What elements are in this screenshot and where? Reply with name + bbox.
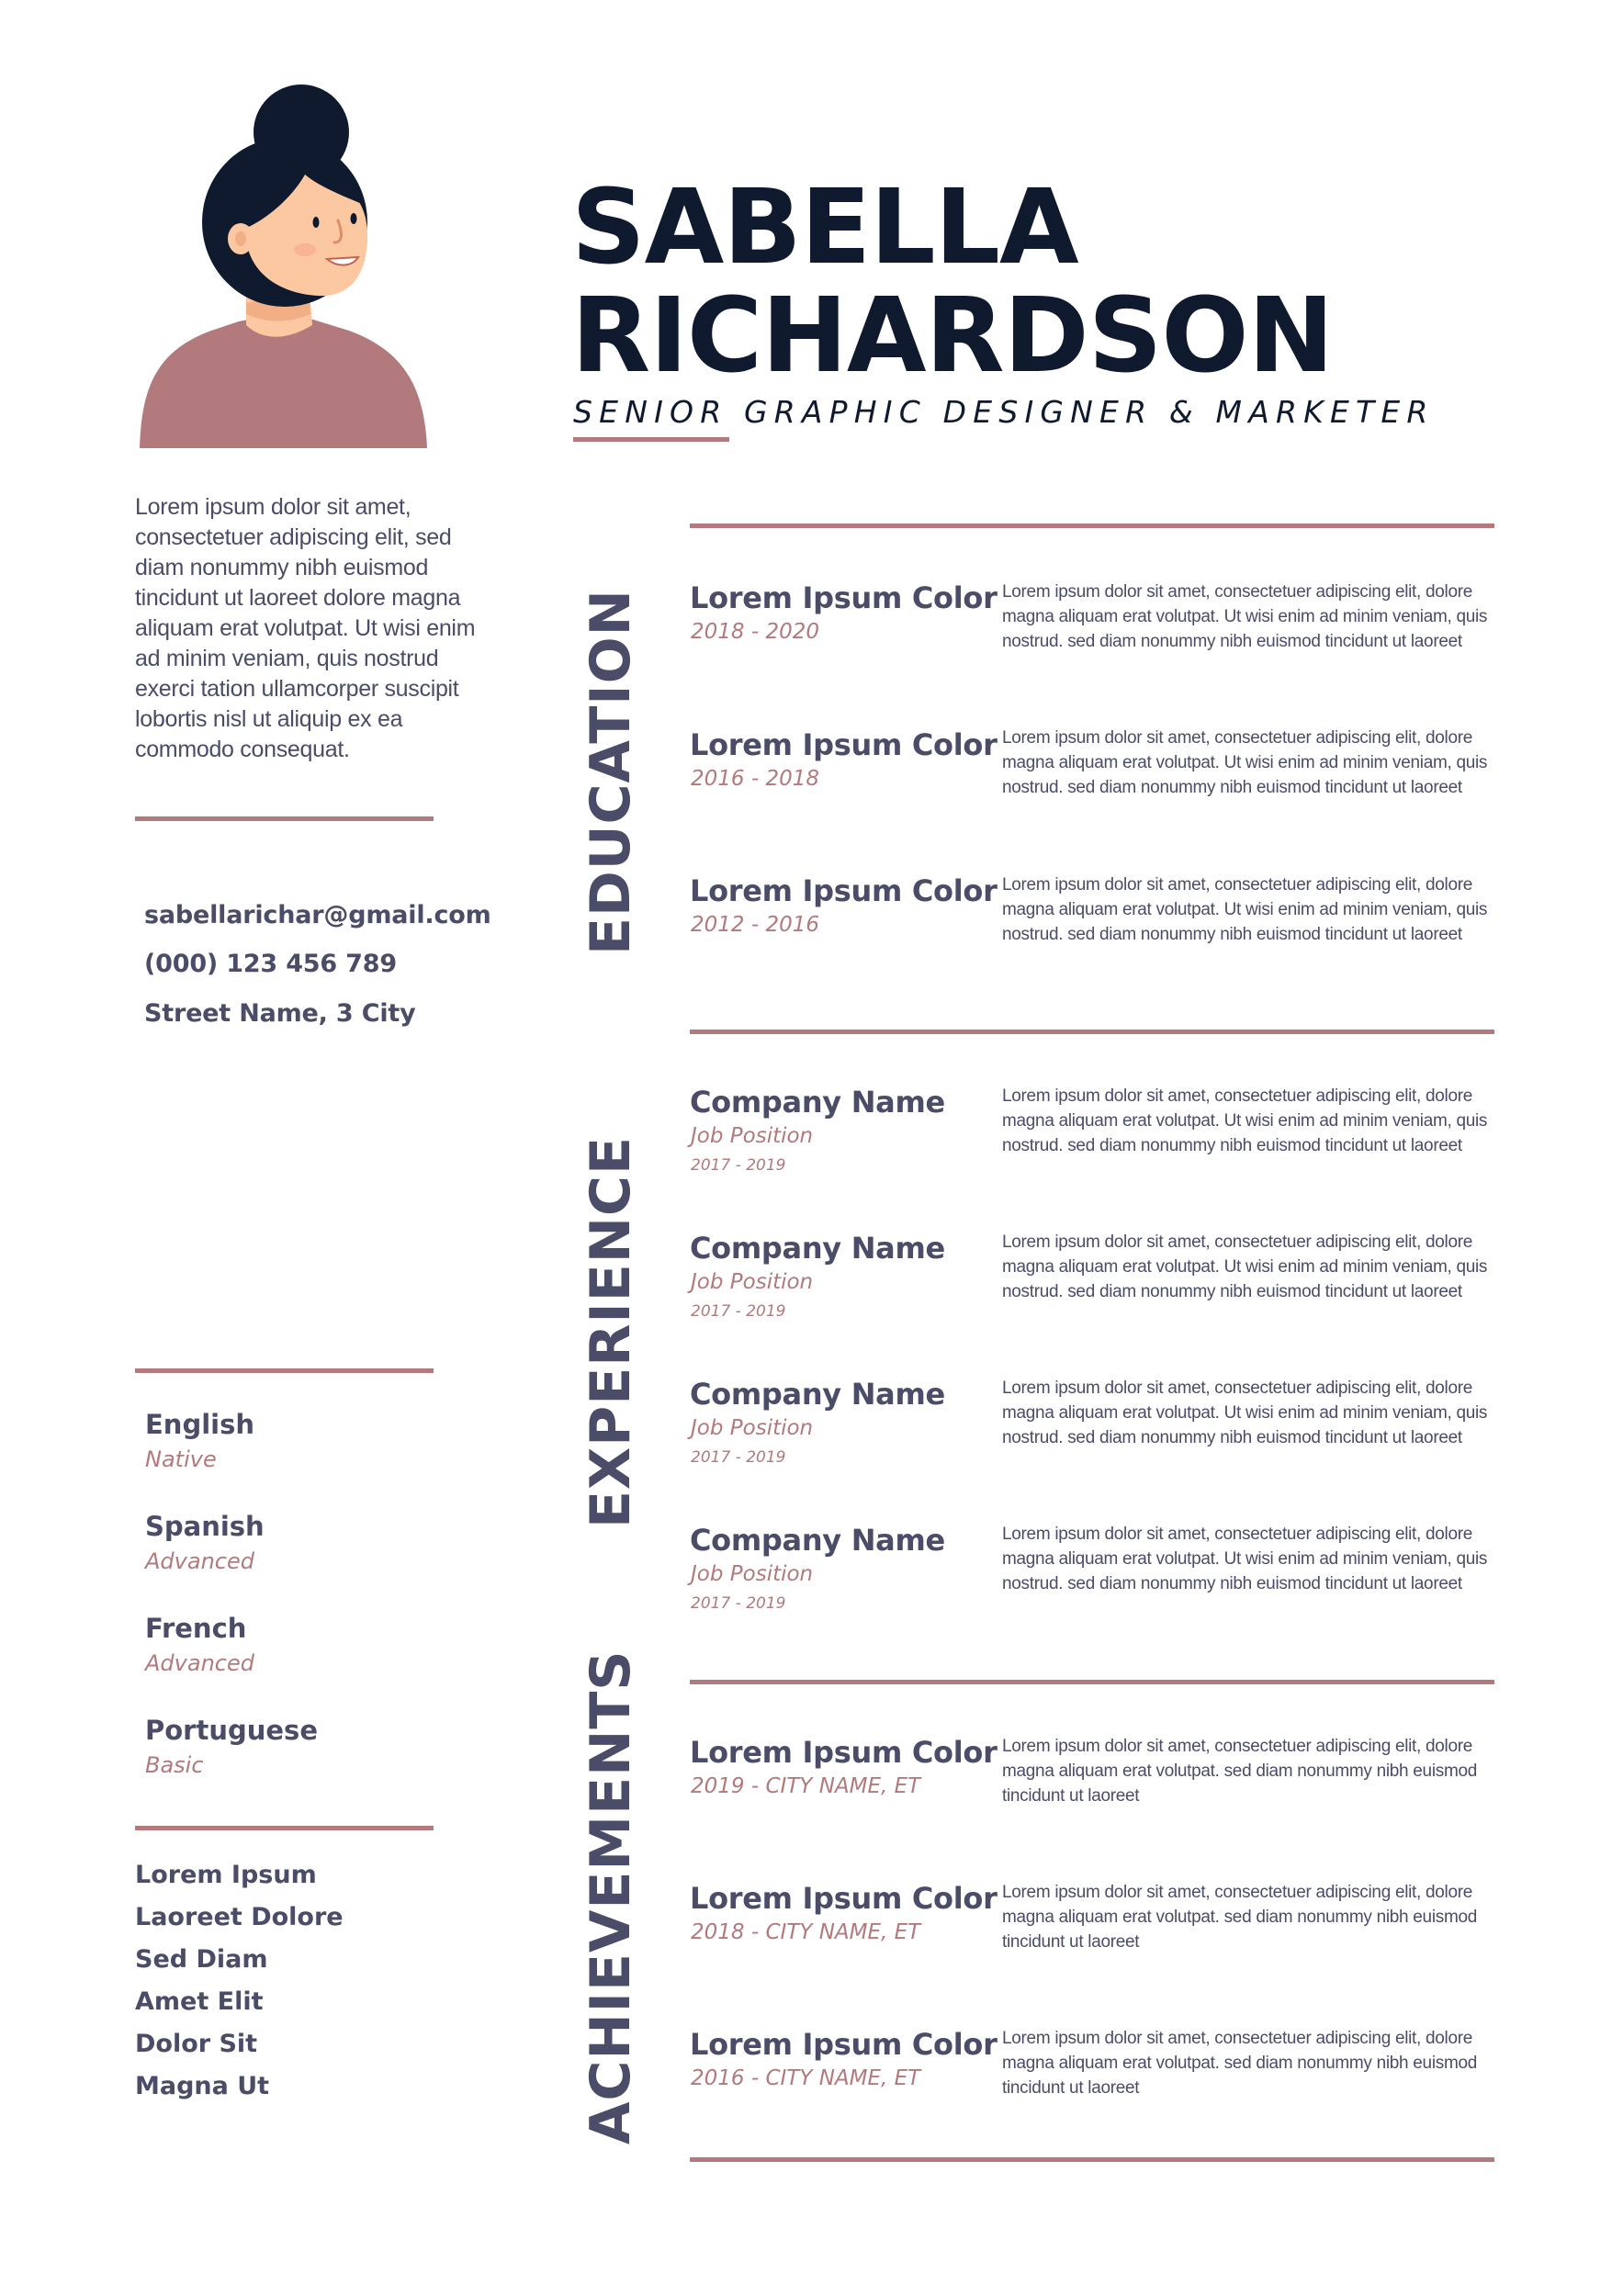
contact-email[interactable]: sabellarichar@gmail.com: [144, 901, 491, 929]
experience-company: Company Name: [690, 1377, 945, 1412]
education-desc: Lorem ipsum dolor sit amet, consectetuer adipiscing elit, dolore magna aliquam erat volutpat. Ut wisi enim ad minim veniam, quis nostrud. sed diam nonummy nibh euismod tincidunt ut laoreet: [1002, 728, 1488, 797]
skill-item: Sed Diam: [135, 1945, 268, 1974]
divider-contact: [135, 1368, 434, 1373]
section-label-achievements: ACHIEVEMENTS: [579, 1649, 643, 2144]
education-title: Lorem Ipsum Color: [690, 727, 997, 762]
achievement-title: Lorem Ipsum Color: [690, 2027, 997, 2062]
skill-item: Lorem Ipsum: [135, 1861, 317, 1889]
achievement-desc: Lorem ipsum dolor sit amet, consectetuer adipiscing elit, dolore magna aliquam erat volutpat. sed diam nonummy nibh euismod tincidunt ut laoreet: [1002, 1883, 1478, 1952]
experience-years: 2017 - 2019: [691, 1594, 786, 1613]
divider-education-top: [690, 523, 1494, 528]
about-text: Lorem ipsum dolor sit amet, consectetuer adipiscing elit, sed diam nonummy nibh euismod tincidunt ut laoreet dolore magna aliquam erat volutpat. Ut wisi enim ad minim veniam, quis nostrud exerci tation ullamcorper suscipit lobortis nisl ut aliquip ex ea commodo consequat.: [135, 494, 476, 762]
achievement-desc: Lorem ipsum dolor sit amet, consectetuer adipiscing elit, dolore magna aliquam erat volutpat. sed diam nonummy nibh euismod tincidunt ut laoreet: [1002, 2029, 1478, 2098]
achievement-sub: 2016 - CITY NAME, ET: [691, 2066, 921, 2090]
skill-item: Magna Ut: [135, 2072, 270, 2100]
language-level: Advanced: [145, 1548, 254, 1574]
achievement-title: Lorem Ipsum Color: [690, 1735, 997, 1770]
experience-desc: Lorem ipsum dolor sit amet, consectetuer adipiscing elit, dolore magna aliquam erat volutpat. Ut wisi enim ad minim veniam, quis nostrud. sed diam nonummy nibh euismod tincidunt ut laoreet: [1002, 1232, 1488, 1301]
education-title: Lorem Ipsum Color: [690, 873, 997, 908]
job-title: SENIOR GRAPHIC DESIGNER & MARKETER: [573, 394, 1435, 430]
experience-company: Company Name: [690, 1523, 945, 1558]
divider-achievements-top: [690, 1680, 1494, 1684]
achievement-sub: 2018 - CITY NAME, ET: [691, 1920, 921, 1944]
experience-company: Company Name: [690, 1231, 945, 1266]
experience-desc: Lorem ipsum dolor sit amet, consectetuer adipiscing elit, dolore magna aliquam erat volutpat. Ut wisi enim ad minim veniam, quis nostrud. sed diam nonummy nibh euismod tincidunt ut laoreet: [1002, 1379, 1488, 1447]
contact-phone[interactable]: (000) 123 456 789: [144, 950, 397, 978]
language-name: English: [145, 1409, 255, 1440]
name-first: SABELLA: [571, 168, 1078, 287]
achievement-desc: Lorem ipsum dolor sit amet, consectetuer adipiscing elit, dolore magna aliquam erat volutpat. sed diam nonummy nibh euismod tincidunt ut laoreet: [1002, 1737, 1478, 1806]
skill-item: Laoreet Dolore: [135, 1903, 344, 1931]
title-underline: [573, 437, 729, 442]
education-years: 2016 - 2018: [691, 767, 819, 791]
education-years: 2012 - 2016: [691, 913, 819, 937]
language-name: French: [145, 1613, 247, 1644]
divider-experience-top: [690, 1030, 1494, 1034]
contact-address: Street Name, 3 City: [144, 999, 416, 1028]
language-name: Spanish: [145, 1511, 265, 1542]
experience-years: 2017 - 2019: [691, 1156, 786, 1175]
language-level: Basic: [145, 1752, 204, 1778]
education-desc: Lorem ipsum dolor sit amet, consectetuer adipiscing elit, dolore magna aliquam erat volutpat. Ut wisi enim ad minim veniam, quis nostrud. sed diam nonummy nibh euismod tincidunt ut laoreet: [1002, 582, 1488, 651]
avatar: [138, 84, 432, 448]
section-label-education: EDUCATION: [579, 589, 643, 955]
skill-item: Amet Elit: [135, 1987, 264, 2016]
experience-position: Job Position: [691, 1270, 814, 1294]
name-last: RICHARDSON: [571, 276, 1334, 396]
experience-position: Job Position: [691, 1416, 814, 1440]
language-name: Portuguese: [145, 1715, 318, 1746]
divider-languages: [135, 1826, 434, 1830]
experience-years: 2017 - 2019: [691, 1448, 786, 1467]
experience-position: Job Position: [691, 1124, 814, 1148]
language-level: Advanced: [145, 1650, 254, 1676]
achievement-sub: 2019 - CITY NAME, ET: [691, 1774, 921, 1798]
education-title: Lorem Ipsum Color: [690, 580, 997, 615]
experience-company: Company Name: [690, 1085, 945, 1120]
language-level: Native: [145, 1446, 217, 1472]
section-label-experience: EXPERIENCE: [579, 1136, 643, 1528]
divider-bottom: [690, 2157, 1494, 2162]
education-years: 2018 - 2020: [691, 620, 819, 644]
achievement-title: Lorem Ipsum Color: [690, 1881, 997, 1916]
education-desc: Lorem ipsum dolor sit amet, consectetuer adipiscing elit, dolore magna aliquam erat volutpat. Ut wisi enim ad minim veniam, quis nostrud. sed diam nonummy nibh euismod tincidunt ut laoreet: [1002, 875, 1488, 944]
experience-position: Job Position: [691, 1562, 814, 1586]
experience-desc: Lorem ipsum dolor sit amet, consectetuer adipiscing elit, dolore magna aliquam erat volutpat. Ut wisi enim ad minim veniam, quis nostrud. sed diam nonummy nibh euismod tincidunt ut laoreet: [1002, 1525, 1488, 1593]
experience-years: 2017 - 2019: [691, 1302, 786, 1321]
divider-about: [135, 816, 434, 821]
skill-item: Dolor Sit: [135, 2030, 258, 2058]
experience-desc: Lorem ipsum dolor sit amet, consectetuer adipiscing elit, dolore magna aliquam erat volutpat. Ut wisi enim ad minim veniam, quis nostrud. sed diam nonummy nibh euismod tincidunt ut laoreet: [1002, 1086, 1488, 1155]
